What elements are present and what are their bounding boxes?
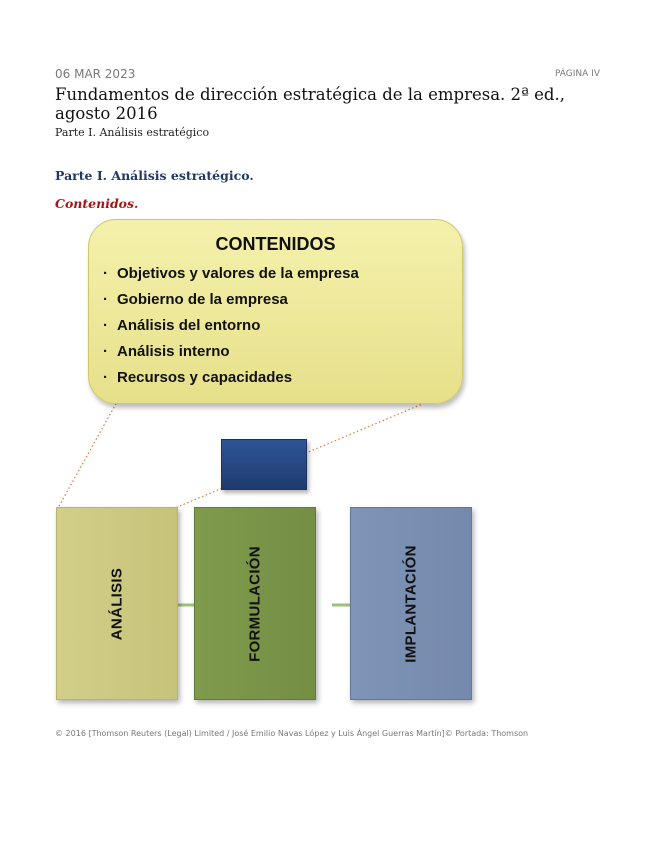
list-item-label: Recursos y capacidades	[117, 369, 293, 386]
part-heading: Parte I. Análisis estratégico.	[55, 168, 254, 183]
list-item	[103, 342, 359, 368]
connector-box	[221, 439, 307, 490]
list-item-label: Análisis interno	[117, 343, 230, 360]
list-item	[103, 290, 359, 316]
contents-list	[103, 264, 359, 394]
document-date: 06 MAR 2023	[55, 67, 136, 81]
phase-implantacion-label: IMPLANTACIÓN	[402, 544, 420, 663]
phase-formulacion-label: FORMULACIÓN	[246, 545, 264, 662]
copyright-footer: © 2016 [Thomson Reuters (Legal) Limited / José Emilio Navas López y Luis Ángel Guerras Martín]© Portada: Thomson	[55, 729, 529, 738]
list-item	[103, 316, 359, 342]
bullet-icon: ·	[103, 369, 108, 386]
contents-heading: Contenidos.	[55, 196, 139, 211]
callout-title: CONTENIDOS	[215, 234, 336, 254]
page-number: PÁGINA IV	[554, 69, 600, 79]
bullet-icon: ·	[103, 291, 108, 308]
book-title: Fundamentos de dirección estratégica de la empresa. 2ª ed., agosto 2016	[55, 85, 565, 123]
dotted-line-left	[58, 400, 118, 508]
phase-analisis-box	[56, 507, 178, 700]
section-subtitle: Parte I. Análisis estratégico	[55, 126, 210, 139]
bullet-icon: ·	[103, 265, 108, 282]
bullet-icon: ·	[103, 343, 108, 360]
phase-formulacion-box	[194, 507, 316, 700]
list-item	[103, 368, 359, 394]
list-item-label: Objetivos y valores de la empresa	[117, 265, 359, 282]
list-item	[103, 264, 359, 290]
contents-callout	[88, 219, 463, 404]
bullet-icon: ·	[103, 317, 108, 334]
phase-implantacion-box	[350, 507, 472, 700]
list-item-label: Análisis del entorno	[117, 317, 261, 334]
phase-analisis-label: ANÁLISIS	[108, 567, 126, 640]
list-item-label: Gobierno de la empresa	[117, 291, 288, 308]
